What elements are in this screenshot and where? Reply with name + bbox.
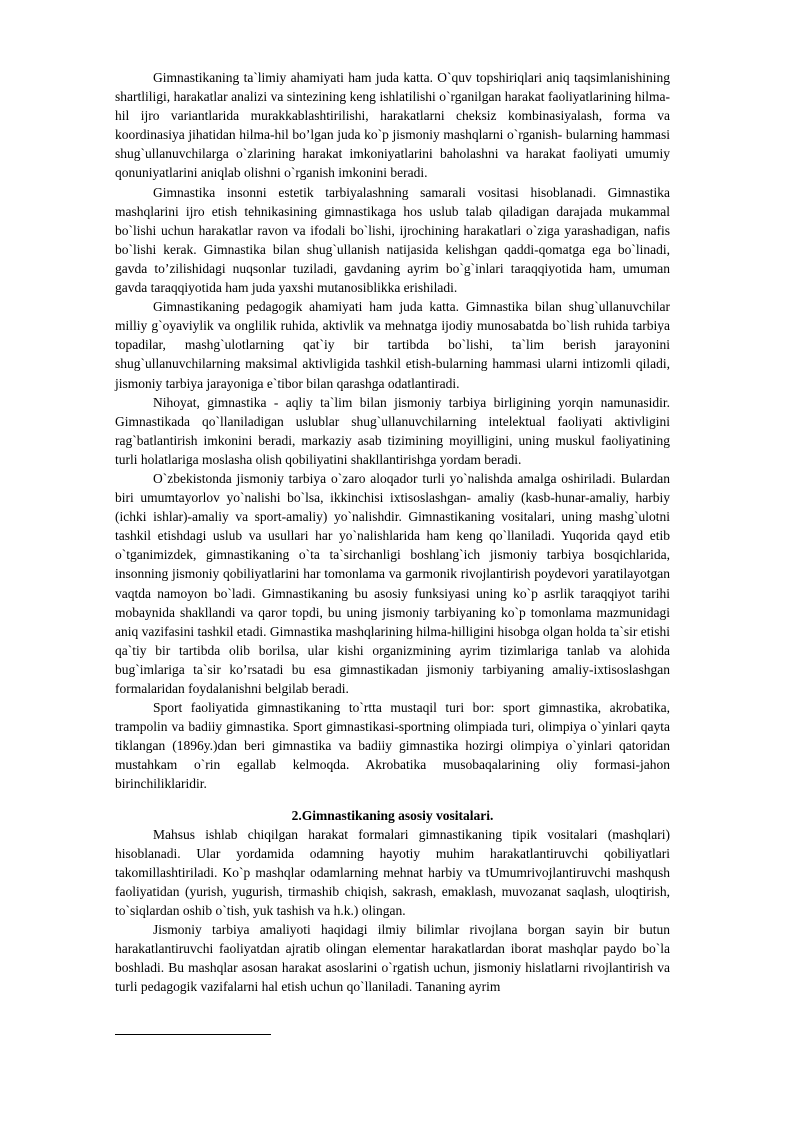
paragraph-pedagogical-value: Gimnastikaning pedagogik ahamiyati ham juda katta. Gimnastika bilan shug`ullanuvchilar milliy g`oyaviylik va onglilik ruhida, aktivlik va mehnatga ijodiy munosabatda bo`lish ruhida tarbiya topadilar, mashg`ulotlarning qat`iy bir tartibda bo`lishi, ta`lim berish jarayonini shug`ullanuvchilarning maksimal aktivligida tashkil etish-bularning hammasi ularni intizomli qiladi, jismoniy tarbiya jarayoniga e`tibor bilan qarashga odatlantiradi. <box>115 299 670 391</box>
paragraph-aesthetic-value: Gimnastika insonni estetik tarbiyalashning samarali vositasi hisoblanadi. Gimnastika mashqlarini ijro etish tehnikasining gimnastikaga hos uslub talab qiladigan darajada mukammal bo`lishi uchun harakatlar ravon va ifodali bo`lishi, ijrochining harakatlari o`ziga yarashadigan, nafis bo`lishi kerak. Gimnastika bilan shug`ullanish natijasida kelishgan qaddi-qomatga ega bo`linadi, gavda to’zilishidagi nuqsonlar tuziladi, gavdaning ayrim bo`g`inlari taraqqiyotida ham, umuman gavda taraqqiyotida ham juda yaxshi mutanosiblikka erishiladi. <box>115 184 670 296</box>
paragraph-elementary-exercises: Jismoniy tarbiya amaliyoti haqidagi ilmiy bilimlar rivojlana borgan sayin bir butun harakatlantiruvchi faoliyatdan ajratib olingan elementar harakatlardan iborat mashqlar paydo bo`la boshladi. Bu mashqlar asosan harakat asoslarini o`rgatish uchun, jismoniy hislatlarni rivojlantirish va turli pedagogik vazifalarni hal etish uchun qo`llaniladi. Tananing ayrim <box>115 922 670 995</box>
footnote-separator-line <box>115 1034 271 1035</box>
section-heading: 2.Gimnastikaning asosiy vositalari. <box>291 807 494 823</box>
document-page <box>115 68 670 997</box>
paragraph-intellectual-value: Nihoyat, gimnastika - aqliy ta`lim bilan jismoniy tarbiya birligining yorqin namunasidir. Gimnastikada qo`llaniladigan uslublar shug`ullanuvchilarning intelektual faoliyati aktivligini rag`batlantirish imkonini beradi, markaziy asab tizimining moyilligini, uning muskul faoliyatining turli holatlariga moslasha olish qobiliyatini shakllantirishga yordam beradi. <box>115 394 670 467</box>
paragraph-uzbekistan-directions: O`zbekistonda jismoniy tarbiya o`zaro aloqador turli yo`nalishda amalga oshiriladi. Bulardan biri umumtayorlov yo`nalishi bo`lsa, ikkinchisi ixtisoslashgan- amaliy (kasb-hunar-amaliy, harbiy (ichki ishlar)-amaliy va sport-amaliy) yo`nalishdir. Gimnastikaning vositalari, uning mashg`ulotni tashkil etishdagi uslub va usullari har yo`nalishlarida ham keng qo`llaniladi. Yuqorida qayd etib o`tganimizdek, gimnastikaning o`ta ta`sirchanligi boshlang`ich jismoniy tarbiya bosqichlarida, insonning jismoniy qobiliyatlarini har tomonlama va garmonik rivojlantirish poydevori yaratilayotgan vaqtda namoyon bo`ladi. Gimnastikaning bu asosiy funksiyasi uning ko`p asrlik taraqqiyot tarihi mobaynida shakllandi va qaror topdi, bu uning jismoniy tarbiyaning ko`p tomonlama mazmunidagi aniq vazifasini tashkil etadi. Gimnastika mashqlarining hilma-hilligini hisobga olgan holda ta`sir etishi qa`tiy bir tartibda olib borilsa, ular kishi organizmining ayrim tizimlariga tanlab va alohida bug`imlariga ta`sir ko’rsatadi bu esa gimnastikadan jismoniy tarbiyaning amaliy-ixtisoslashgan formalaridan foydalanishni belgilab beradi. <box>115 470 670 696</box>
paragraph-means: Mahsus ishlab chiqilgan harakat formalari gimnastikaning tipik vositalari (mashqlari) hisoblanadi. Ular yordamida odamning hayotiy muhim harakatlantiruvchi qobiliyatlari takomillashtiriladi. Ko`p mashqlar odamlarning mehnat harbiy va tUmumrivojlantiruvchi mashqush faoliyatidan (yurish, yugurish, tirmashib chiqish, sakrash, emaklash, muvozanat saqlash, uloqtirish, to`siqlardan oshib o`tish, yuk tashish va h.k.) olingan. <box>115 826 670 919</box>
paragraph-educational-value: Gimnastikaning ta`limiy ahamiyati ham juda katta. O`quv topshiriqlari aniq taqsimlanishining shartliligi, harakatlar analizi va sintezining keng ishlatilishi o`rganilgan harakat faoliyatlarining hilma-hil ijro variantlarida murakkablashtirilishi, harakatlarni cheksiz kombinasiyalash, forma va koordinasiya jihatidan hilma-hil bo’lgan juda ko`p jismoniy mashqlarni o`rganish- bularning hammasi shug`ullanuvchilarga o`zlarining harakat imkoniyatlarini baholashni va harakat faoliyati umumiy qonuniyatlarini aniqlab olishni o`rganish imkonini beradi. <box>115 70 670 181</box>
paragraph-sport-types: Sport faoliyatida gimnastikaning to`rtta mustaqil turi bor: sport gimnastika, akrobatika, trampolin va badiiy gimnastika. Sport gimnastikasi-sportning olimpiada turi, olimpiya o`yinlari qayta tiklangan (1896y.)dan beri gimnastika va badiiy gimnastika hozirgi olimpiya o`yinlari qatoridan mustahkam o`rin egallab kelmoqda. Akrobatika musobaqalarining oliy formasi-jahon birinchiliklaridir. <box>115 700 670 792</box>
